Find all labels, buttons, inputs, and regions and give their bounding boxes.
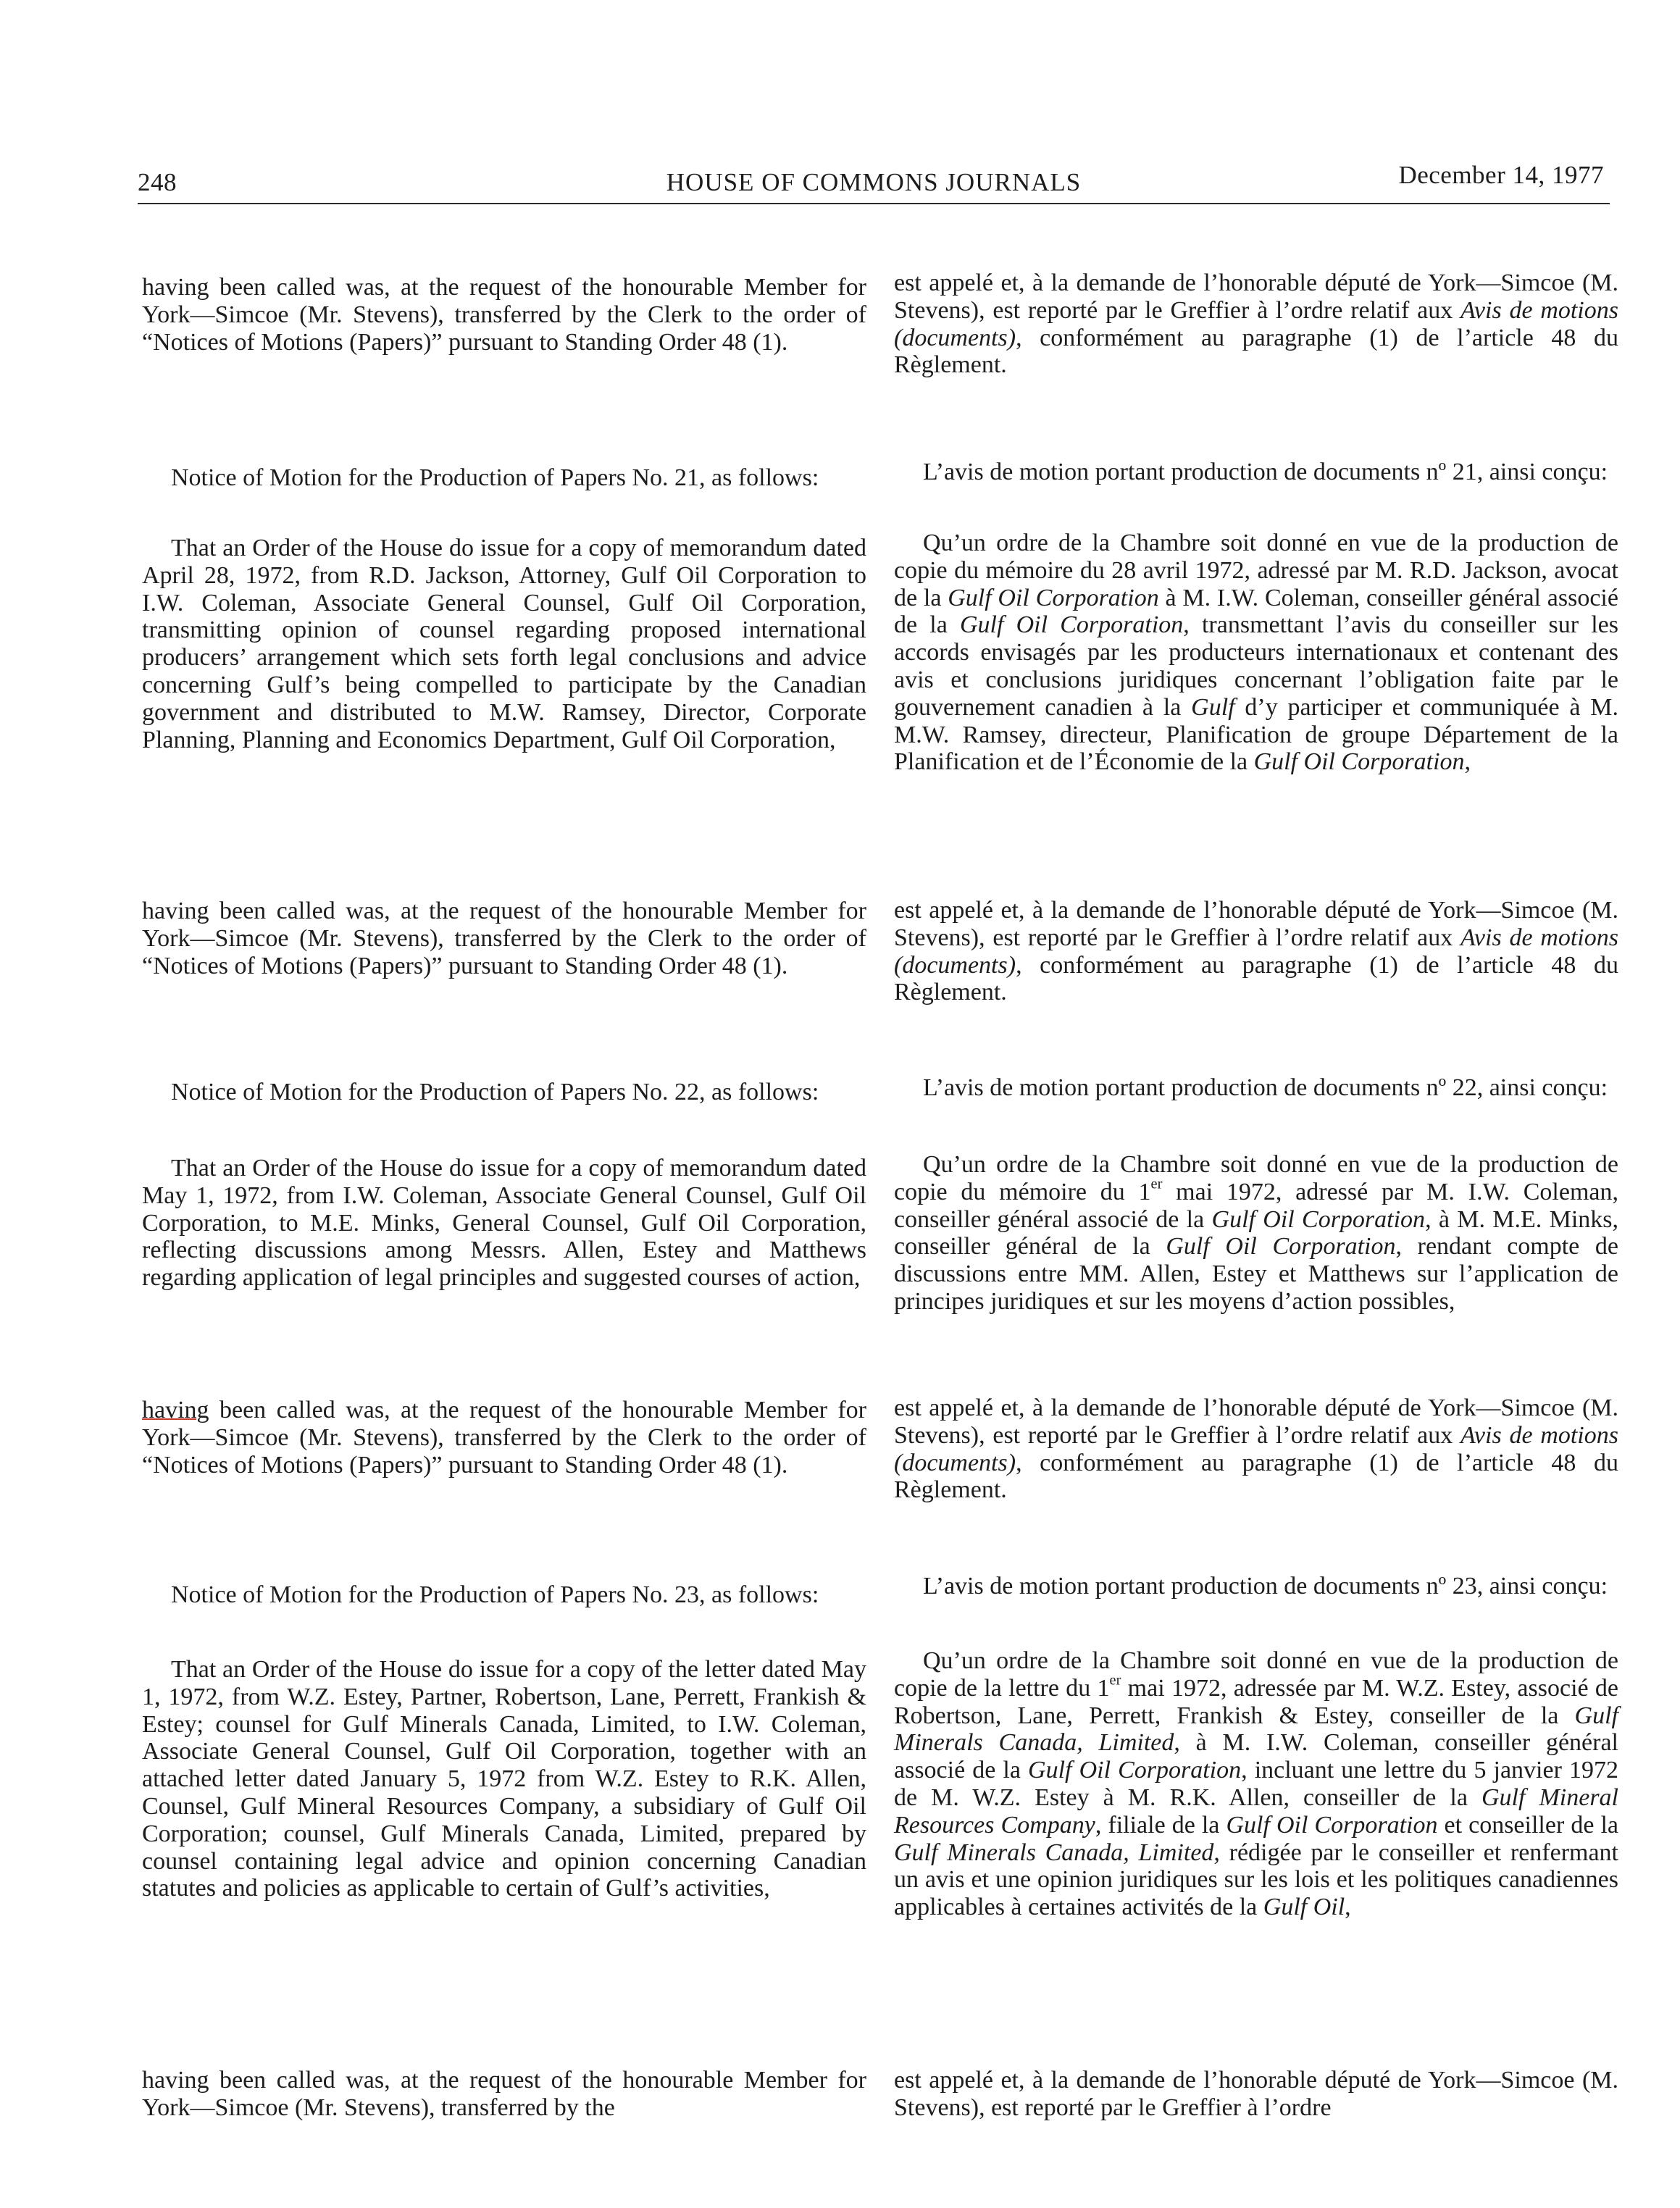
fr-paragraph-transfer-1: est appelé et, à la demande de l’honorable député de York—Simcoe (M. Stevens), est reporté par le Greffier à l’ordre relatif aux Avis de motions (documents), conformément au paragraphe (1) de l’article 48 du Règlement. bbox=[894, 269, 1618, 379]
en-notice-21: Notice of Motion for the Production of Papers No. 21, as follows: bbox=[171, 464, 819, 491]
fr-notice-21: L’avis de motion portant production de documents nº 21, ainsi conçu: bbox=[923, 459, 1608, 485]
en-paragraph-transfer-3: having been called was, at the request of the honourable Member for York—Simcoe (Mr. Stevens), transferred by the Clerk to the order of “Notices of Motions (Papers)” pursuant to Standing Order 48 (1). bbox=[142, 1397, 866, 1479]
fr-paragraph-transfer-2: est appelé et, à la demande de l’honorable député de York—Simcoe (M. Stevens), est reporté par le Greffier à l’ordre relatif aux Avis de motions (documents), conformément au paragraphe (1) de l’article 48 du Règlement. bbox=[894, 897, 1618, 1006]
fr-paragraph-transfer-4: est appelé et, à la demande de l’honorable député de York—Simcoe (M. Stevens), est reporté par le Greffier à l’ordre bbox=[894, 2067, 1618, 2121]
fr-notice-22: L’avis de motion portant production de documents nº 22, ainsi conçu: bbox=[923, 1074, 1608, 1101]
en-notice-22: Notice of Motion for the Production of Papers No. 22, as follows: bbox=[171, 1079, 819, 1105]
page-header bbox=[138, 161, 1610, 204]
page-number: 248 bbox=[138, 168, 177, 196]
fr-order-22: Qu’un ordre de la Chambre soit donné en vue de la production de copie du mémoire du 1er mai 1972, adressé par M. I.W. Coleman, conseiller général associé de la Gulf Oil Corporation, à M. M.E. Minks, conseiller général de la Gulf Oil Corporation, rendant compte de discussions entre MM. Allen, Estey et Matthews sur l’application de principes juridiques et sur les moyens d’action possibles, bbox=[894, 1151, 1618, 1315]
journal-date: December 14, 1977 bbox=[1398, 161, 1604, 189]
en-notice-23: Notice of Motion for the Production of Papers No. 23, as follows: bbox=[171, 1581, 819, 1608]
fr-notice-23: L’avis de motion portant production de documents nº 23, ainsi conçu: bbox=[923, 1573, 1608, 1599]
en-paragraph-transfer-2: having been called was, at the request of the honourable Member for York—Simcoe (Mr. Stevens), transferred by the Clerk to the order of “Notices of Motions (Papers)” pursuant to Standing Order 48 (1). bbox=[142, 898, 866, 979]
journal-title: HOUSE OF COMMONS JOURNALS bbox=[666, 168, 1082, 196]
underlined-word: having bbox=[142, 1397, 209, 1423]
fr-order-21: Qu’un ordre de la Chambre soit donné en vue de la production de copie du mémoire du 28 avril 1972, adressé par M. R.D. Jackson, avocat de la Gulf Oil Corporation à M. I.W. Coleman, conseiller général associé de la Gulf Oil Corporation, transmettant l’avis du conseiller sur les accords envisagés par les producteurs internationaux et contenant des avis et conclusions juridiques concernant l’obligation faite par le gouvernement canadien à la Gulf d’y participer et communiquée à M. M.W. Ramsey, directeur, Planification de groupe Département de la Planification et de l’Économie de la Gulf Oil Corporation, bbox=[894, 530, 1618, 776]
header-rule bbox=[138, 203, 1610, 204]
fr-paragraph-transfer-3: est appelé et, à la demande de l’honorable député de York—Simcoe (M. Stevens), est reporté par le Greffier à l’ordre relatif aux Avis de motions (documents), conformément au paragraphe (1) de l’article 48 du Règlement. bbox=[894, 1394, 1618, 1504]
en-paragraph-transfer-4: having been called was, at the request of the honourable Member for York—Simcoe (Mr. Stevens), transferred by the bbox=[142, 2067, 866, 2121]
en-order-21: That an Order of the House do issue for a copy of memorandum dated April 28, 1972, from R.D. Jackson, Attorney, Gulf Oil Corporation to I.W. Coleman, Associate General Counsel, Gulf Oil Corporation, transmitting opinion of counsel regarding proposed international producers’ arrangement which sets forth legal conclusions and advice concerning Gulf’s being compelled to participate by the Canadian government and distributed to M.W. Ramsey, Director, Corporate Planning, Planning and Economics Department, Gulf Oil Corporation, bbox=[142, 535, 866, 753]
fr-order-23: Qu’un ordre de la Chambre soit donné en vue de la production de copie de la lettre du 1er mai 1972, adressée par M. W.Z. Estey, associé de Robertson, Lane, Perrett, Frankish & Estey, conseiller de la Gulf Minerals Canada, Limited, à M. I.W. Coleman, conseiller général associé de la Gulf Oil Corporation, incluant une lettre du 5 janvier 1972 de M. W.Z. Estey à M. R.K. Allen, conseiller de la Gulf Mineral Resources Company, filiale de la Gulf Oil Corporation et conseiller de la Gulf Minerals Canada, Limited, rédigée par le conseiller et renfermant un avis et une opinion juridiques sur les lois et les politiques canadiennes applicables à certaines activités de la Gulf Oil, bbox=[894, 1647, 1618, 1921]
en-order-22: That an Order of the House do issue for a copy of memorandum dated May 1, 1972, from I.W. Coleman, Associate General Counsel, Gulf Oil Corporation, to M.E. Minks, General Counsel, Gulf Oil Corporation, reflecting discussions among Messrs. Allen, Estey and Matthews regarding application of legal principles and suggested courses of action, bbox=[142, 1155, 866, 1292]
en-order-23: That an Order of the House do issue for a copy of the letter dated May 1, 1972, from W.Z. Estey, Partner, Robertson, Lane, Perrett, Frankish & Estey; counsel for Gulf Minerals Canada, Limited, to I.W. Coleman, Associate General Counsel, Gulf Oil Corporation, together with an attached letter dated January 5, 1972 from W.Z. Estey to R.K. Allen, Counsel, Gulf Mineral Resources Company, a subsidiary of Gulf Oil Corporation; counsel, Gulf Minerals Canada, Limited, prepared by counsel containing legal advice and opinion concerning Canadian statutes and policies as applicable to certain of Gulf’s activities, bbox=[142, 1656, 866, 1902]
en-paragraph-transfer-1: having been called was, at the request of the honourable Member for York—Simcoe (Mr. Stevens), transferred by the Clerk to the order of “Notices of Motions (Papers)” pursuant to Standing Order 48 (1). bbox=[142, 274, 866, 356]
